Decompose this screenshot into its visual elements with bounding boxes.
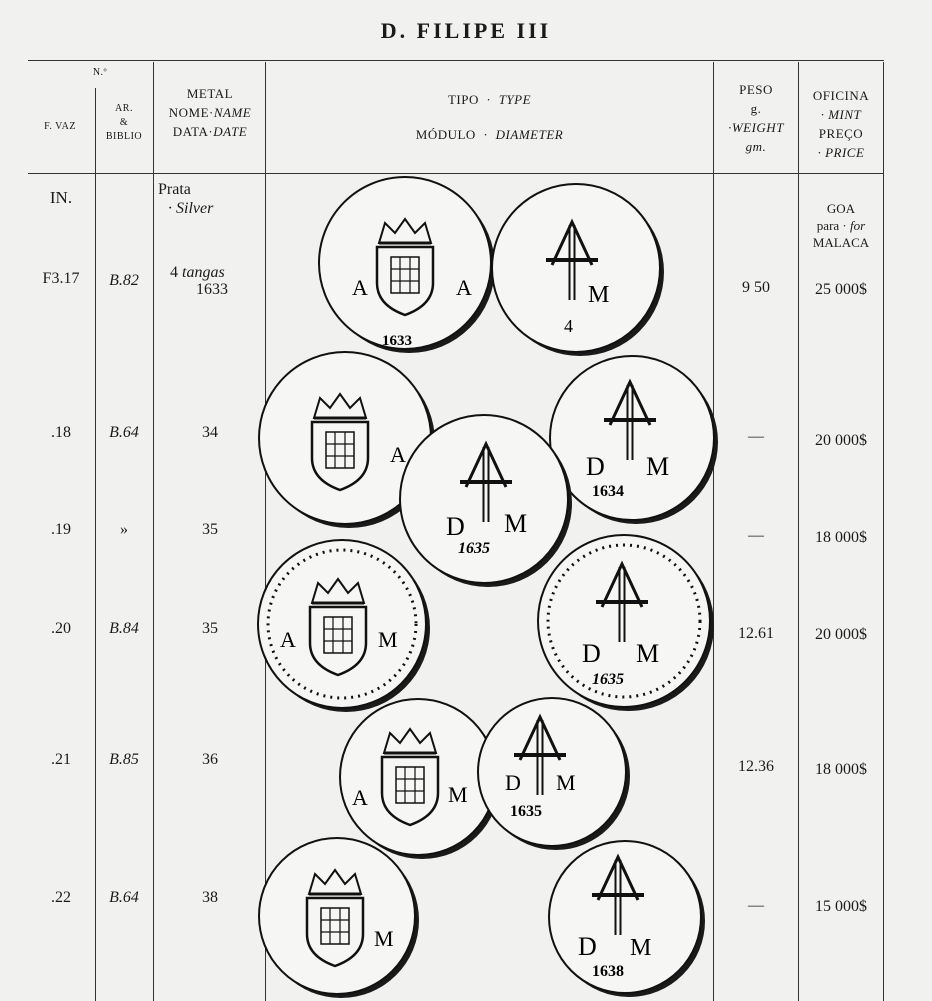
intro-for: for [850,218,866,233]
header-mint-line: · MINT [820,107,862,122]
page-title: D. FILIPE III [380,18,552,43]
row6-metal: 38 [202,889,218,906]
coin-6-rev-date: 1635 [592,671,624,688]
header-tipo-line1: TIPO · TYPE [447,92,532,107]
row2-metal: 34 [202,424,218,441]
coin-1-left-letter: A [352,275,368,300]
coin-9-obverse [259,838,419,998]
header-metal-line1: METAL [186,86,234,101]
row1-price: 25 000$ [815,281,867,298]
row2-fvaz: .18 [51,424,71,441]
intro-silver: Silver [176,200,214,217]
row6-price: 15 000$ [815,898,867,915]
row5-fvaz: .21 [51,751,71,768]
coin-10-reverse [549,841,705,997]
coin-1-rev-value: 4 [564,316,573,336]
row1-fvaz: F3.17 [42,270,80,287]
coin-6-rev-d: D [582,639,601,668]
coin-8-reverse [478,698,630,850]
row6-fvaz: .22 [51,889,71,906]
coin-6-reverse [538,535,714,711]
row4-metal: 35 [202,620,218,637]
header-fvaz: F. VAZ [44,121,76,132]
row3-ar: » [120,521,128,538]
header-peso-line2: g. [750,101,762,116]
row6-weight: — [748,897,764,914]
coin-6-rev-m: M [636,639,660,668]
row5-metal: 36 [202,751,218,768]
header-diameter-label: DIAMETER [495,127,564,142]
coin-1-right-letter: A [456,275,472,300]
header-modulo-label: MÓDULO [415,127,476,142]
header-metal-line2: NOME·NAME [168,105,252,120]
row2-ar: B.64 [109,424,139,441]
coin-1-date: 1633 [382,333,412,349]
row4-fvaz: .20 [51,620,71,637]
header-peso-line3: ·WEIGHT [728,120,784,135]
header-weight-label: WEIGHT [731,120,784,135]
header-preco-label: PREÇO [818,126,864,141]
header-peso-line1: PESO [739,82,773,97]
coin-4-rev-m: M [504,509,528,538]
intro-prata: Prata [158,181,191,198]
coin-1-rev-m: M [588,282,610,308]
header-no: N.º [92,67,108,78]
coin-1-reverse [492,184,664,356]
coin-7-right-letter: M [448,782,468,807]
row6-ar: B.64 [109,889,139,906]
row1-metal-date: 1633 [196,281,228,298]
row3-fvaz: .19 [51,521,71,538]
header-ar-line1: AR. [115,103,133,114]
header-tipo-label: TIPO [447,92,479,107]
intro-para: para [816,218,840,233]
coin-3-reverse [550,356,718,524]
header-mint-label: MINT [828,107,862,122]
header-ar-line2: & [119,117,129,128]
intro-para-line: para · for [816,218,866,233]
row1-metal-count: 4 [170,264,178,281]
header-oficina-label: OFICINA [812,88,870,103]
row5-price: 18 000$ [815,761,867,778]
header-data: DATA [172,124,209,139]
row1-metal-name: tangas [182,264,225,281]
coin-10-rev-date: 1638 [592,963,624,980]
header-price-line: · PRICE [817,145,865,160]
coin-5-right-letter: M [378,627,398,652]
coin-5-obverse [258,540,430,712]
coin-4-rev-date: 1635 [458,540,490,557]
header-type-label: TYPE [498,92,532,107]
intro-goa: GOA [826,201,856,216]
coin-8-rev-d: D [505,770,521,795]
row2-price: 20 000$ [815,432,867,449]
header-peso-line4: gm. [745,139,767,154]
header-nome: NOME [168,105,210,120]
intro-silver-line: · Silver [168,200,214,217]
intro-in: IN. [49,188,73,207]
coin-3-rev-m: M [646,452,670,481]
coin-10-rev-m: M [630,935,652,961]
row3-metal: 35 [202,521,218,538]
coin-1-obverse [319,177,495,353]
header-name: NAME [213,105,252,120]
row2-weight: — [748,428,764,445]
coin-8-rev-date: 1635 [510,803,542,820]
coin-9-right-letter: M [374,926,394,951]
coin-5-left-letter: A [280,627,296,652]
header-modulo-line: MÓDULO · DIAMETER [415,127,564,142]
coin-7-obverse [340,699,500,859]
coin-8-rev-m: M [556,770,576,795]
row3-price: 18 000$ [815,529,867,546]
header-metal-line3: DATA·DATE [172,124,248,139]
row5-weight: 12.36 [738,758,774,775]
coin-4-reverse [400,415,572,587]
coin-3-rev-date: 1634 [592,483,624,500]
coin-2-right-letter: A [390,442,406,467]
row5-ar: B.85 [109,751,139,768]
row4-ar: B.84 [109,620,139,637]
intro-malaca: MALACA [812,235,870,250]
header-price-label: PRICE [825,145,865,160]
row4-price: 20 000$ [815,626,867,643]
coin-7-left-letter: A [352,785,368,810]
coin-4-rev-d: D [446,512,465,541]
row3-weight: — [748,527,764,544]
header-ar-line3: BIBLIO [105,131,143,142]
row1-weight: 9 50 [742,279,770,296]
row4-weight: 12.61 [738,625,774,642]
row1-ar: B.82 [109,272,139,289]
coin-10-rev-d: D [578,932,597,961]
header-date: DATE [213,124,248,139]
coin-3-rev-d: D [586,452,605,481]
